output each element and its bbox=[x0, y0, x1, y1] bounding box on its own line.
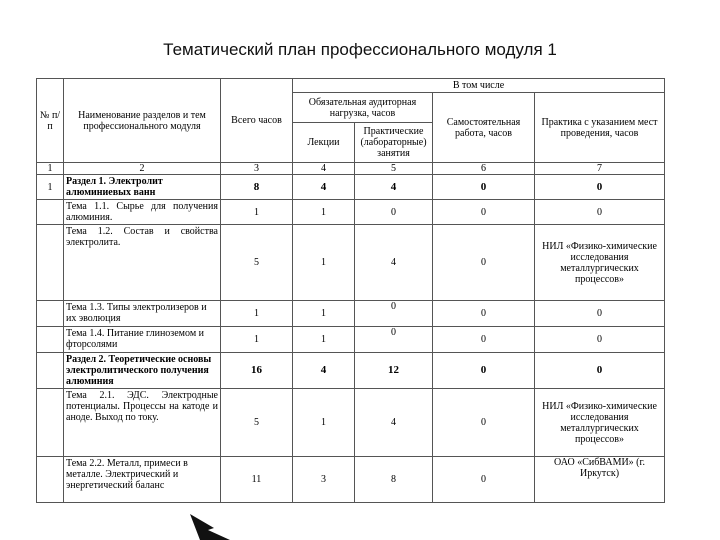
row-lectures: 1 bbox=[293, 225, 355, 301]
row-practice: 0 bbox=[535, 327, 665, 353]
row-name: Тема 1.4. Питание глиноземом и фторсолями bbox=[64, 327, 221, 353]
row-lectures: 1 bbox=[293, 200, 355, 225]
row-lectures: 3 bbox=[293, 457, 355, 503]
row-num: 1 bbox=[37, 175, 64, 200]
row-name: Тема 2.2. Металл, примеси в металле. Электрический и энергетический баланс bbox=[64, 457, 221, 503]
column-numbers-row bbox=[37, 163, 665, 175]
row-practice: 0 bbox=[535, 353, 665, 389]
header-total: Всего часов bbox=[221, 79, 293, 163]
table-row bbox=[37, 353, 665, 389]
row-total: 11 bbox=[221, 457, 293, 503]
row-name: Тема 2.1. ЭДС. Электродные потенциалы. Процессы на катоде и аноде. Выход по току. bbox=[64, 389, 221, 457]
header-lectures: Лекции bbox=[293, 123, 355, 163]
thematic-plan-table bbox=[36, 78, 665, 503]
col-number: 5 bbox=[355, 163, 433, 175]
table-row bbox=[37, 301, 665, 327]
row-lectures: 1 bbox=[293, 327, 355, 353]
header-independent: Самостоятельная работа, часов bbox=[433, 93, 535, 163]
header-practical: Практические (лабораторные) занятия bbox=[355, 123, 433, 163]
table-row bbox=[37, 457, 665, 503]
row-practical: 0 bbox=[355, 327, 433, 353]
row-practice: НИЛ «Физико-химические исследования металлургических процессов» bbox=[535, 389, 665, 457]
col-number: 1 bbox=[37, 163, 64, 175]
table-row bbox=[37, 389, 665, 457]
row-practice: 0 bbox=[535, 175, 665, 200]
row-total: 16 bbox=[221, 353, 293, 389]
row-practical: 4 bbox=[355, 225, 433, 301]
row-practical: 12 bbox=[355, 353, 433, 389]
row-num bbox=[37, 301, 64, 327]
row-independent: 0 bbox=[433, 327, 535, 353]
row-independent: 0 bbox=[433, 200, 535, 225]
table-row bbox=[37, 200, 665, 225]
row-name: Раздел 1. Электролит алюминиевых ванн bbox=[64, 175, 221, 200]
row-independent: 0 bbox=[433, 225, 535, 301]
row-num bbox=[37, 327, 64, 353]
table-row bbox=[37, 175, 665, 200]
row-practical: 0 bbox=[355, 200, 433, 225]
row-total: 5 bbox=[221, 225, 293, 301]
row-lectures: 1 bbox=[293, 301, 355, 327]
col-number: 4 bbox=[293, 163, 355, 175]
row-lectures: 4 bbox=[293, 353, 355, 389]
row-independent: 0 bbox=[433, 301, 535, 327]
row-independent: 0 bbox=[433, 353, 535, 389]
row-practical: 0 bbox=[355, 301, 433, 327]
row-total: 5 bbox=[221, 389, 293, 457]
row-name: Раздел 2. Теоретические основы электролитического получения алюминия bbox=[64, 353, 221, 389]
col-number: 7 bbox=[535, 163, 665, 175]
header-num: № п/п bbox=[37, 79, 64, 163]
row-practical: 4 bbox=[355, 389, 433, 457]
col-number: 2 bbox=[64, 163, 221, 175]
row-practice: НИЛ «Физико-химические исследования металлургических процессов» bbox=[535, 225, 665, 301]
row-name: Тема 1.3. Типы электролизеров и их эволюция bbox=[64, 301, 221, 327]
cursor-tail-decoration bbox=[190, 514, 230, 540]
row-practical: 8 bbox=[355, 457, 433, 503]
row-total: 1 bbox=[221, 301, 293, 327]
row-lectures: 4 bbox=[293, 175, 355, 200]
header-mandatory: Обязательная аудиторная нагрузка, часов bbox=[293, 93, 433, 123]
row-num bbox=[37, 225, 64, 301]
header-row-1 bbox=[37, 79, 665, 93]
page-title: Тематический план профессионального модуля 1 bbox=[163, 40, 557, 59]
row-total: 1 bbox=[221, 200, 293, 225]
header-including: В том числе bbox=[293, 79, 665, 93]
row-independent: 0 bbox=[433, 457, 535, 503]
row-total: 8 bbox=[221, 175, 293, 200]
col-number: 3 bbox=[221, 163, 293, 175]
row-practice: 0 bbox=[535, 301, 665, 327]
col-number: 6 bbox=[433, 163, 535, 175]
row-independent: 0 bbox=[433, 175, 535, 200]
row-lectures: 1 bbox=[293, 389, 355, 457]
row-num bbox=[37, 389, 64, 457]
row-num bbox=[37, 353, 64, 389]
row-num bbox=[37, 457, 64, 503]
header-practice: Практика с указанием мест проведения, часов bbox=[535, 93, 665, 163]
row-name: Тема 1.1. Сырье для получения алюминия. bbox=[64, 200, 221, 225]
table-row bbox=[37, 327, 665, 353]
row-practical: 4 bbox=[355, 175, 433, 200]
row-num bbox=[37, 200, 64, 225]
row-name: Тема 1.2. Состав и свойства электролита. bbox=[64, 225, 221, 301]
row-total: 1 bbox=[221, 327, 293, 353]
row-practice: ОАО «СибВАМИ» (г. Иркутск) bbox=[535, 457, 665, 503]
row-independent: 0 bbox=[433, 389, 535, 457]
row-practice: 0 bbox=[535, 200, 665, 225]
header-name: Наименование разделов и тем профессионального модуля bbox=[64, 79, 221, 163]
table-row bbox=[37, 225, 665, 301]
